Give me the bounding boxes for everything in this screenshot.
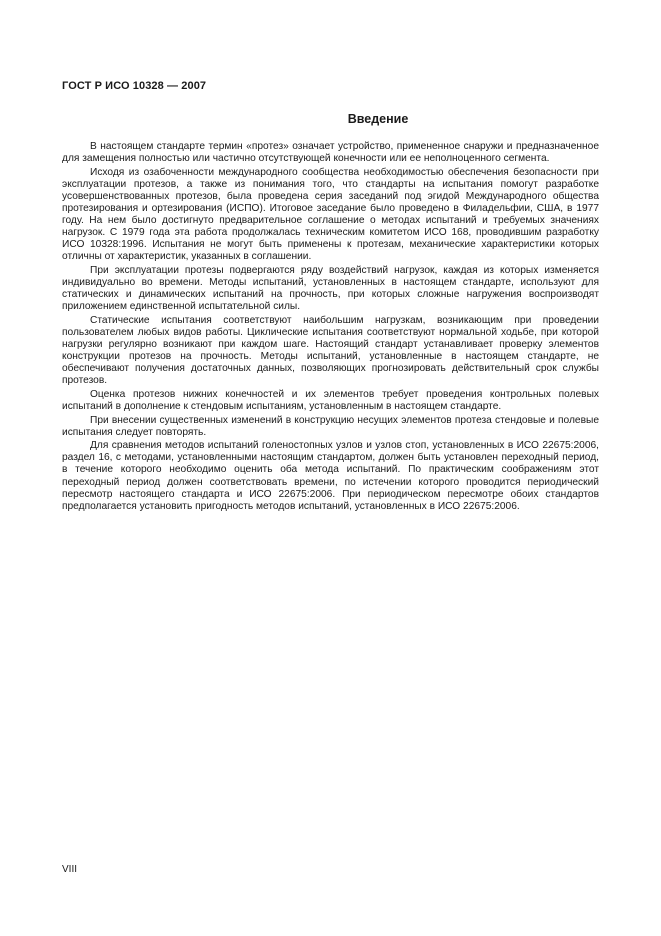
section-title	[0, 112, 661, 126]
paragraph: При внесении существенных изменений в конструкцию несущих элементов протеза стендовые и полевые испытания следует повторять.	[62, 414, 599, 438]
paragraph: В настоящем стандарте термин «протез» означает устройство, примененное снаружи и предназначенное для замещения полностью или частично отсутствующей конечности или ее неполноценного сегмента.	[62, 141, 599, 165]
paragraph: Исходя из озабоченности международного сообщества необходимостью обеспечения безопасности при эксплуатации протезов, а также из понимания того, что стандарты на испытания помогут разработке усовершенствованных протезов, была проведена серия заседаний под эгидой Международного общества протезирования и ортезирования (ИСПО). Итоговое заседание было проведено в Филадельфии, США, в 1977 году. На нем было достигнуто предварительное соглашение о методах испытаний и требуемых значениях нагрузок. С 1979 года эта работа продолжалась техническим комитетом ИСО 168, проводившим разработку ИСО 10328:1996. Испытания не могут быть применены к протезам, механические характеристики которых отличны от характеристик, указанных в соглашении.	[62, 166, 599, 263]
paragraph: Оценка протезов нижних конечностей и их элементов требует проведения контрольных полевых испытаний в дополнение к стендовым испытаниям, установленным в настоящем стандарте.	[62, 388, 599, 412]
section-title-text: Введение	[347, 112, 409, 126]
paragraph: Для сравнения методов испытаний голеностопных узлов и узлов стоп, установленных в ИСО 22675:2006, раздел 16, с методами, установленными настоящим стандартом, должен быть установлен переходный период, в течение которого необходимо оценить оба метода испытаний. По практическим соображениям этот переходный период должен соответствовать времени, по истечении которого проводится периодический пересмотр настоящего стандарта и ИСО 22675:2006. При периодическом пересмотре обоих стандартов предполагается установить пригодность методов испытаний, установленных в ИСО 22675:2006.	[62, 440, 599, 512]
document-header: ГОСТ Р ИСО 10328 — 2007	[62, 80, 207, 92]
page-number: VIII	[62, 864, 78, 875]
body-text	[62, 141, 599, 514]
paragraph: Статические испытания соответствуют наибольшим нагрузкам, возникающим при проведении пользователем любых видов работы. Циклические испытания соответствуют нормальной ходьбе, при которой нагрузки регулярно возникают при каждом шаге. Настоящий стандарт устанавливает проверку элементов конструкции протезов на прочность. Методы испытаний, установленные в настоящем стандарте, не обеспечивают получения достаточных данных, позволяющих прогнозировать действительный срок службы протезов.	[62, 314, 599, 387]
paragraph: При эксплуатации протезы подвергаются ряду воздействий нагрузок, каждая из которых изменяется индивидуально во времени. Методы испытаний, установленных в настоящем стандарте, используют для статических и динамических испытаний на прочность, при которых сложные нагружения воспроизводят приложением единственной испытательной силы.	[62, 264, 599, 313]
